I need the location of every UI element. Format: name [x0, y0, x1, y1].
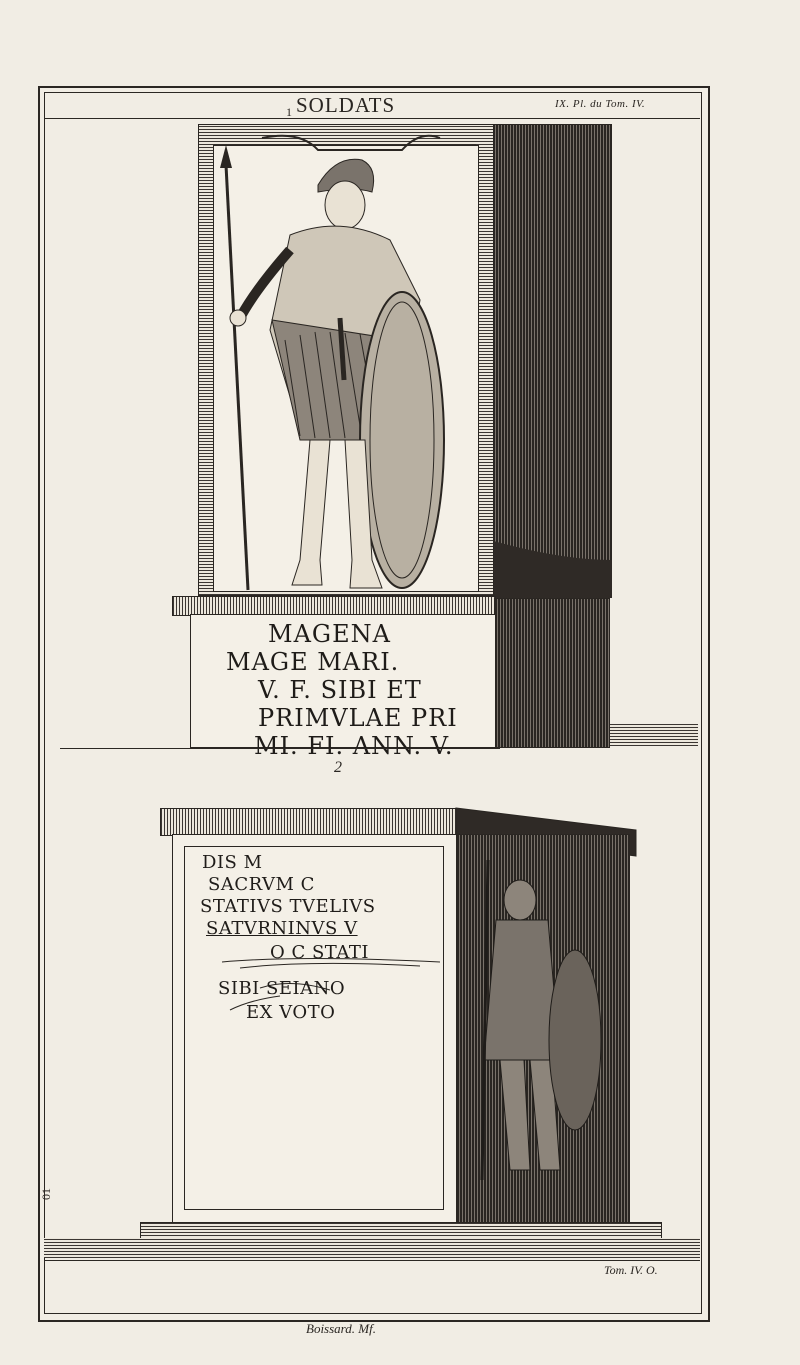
header-number: 1 [286, 105, 292, 119]
monument-2-number: 2 [334, 759, 342, 776]
ground-shadow-2 [44, 1238, 700, 1258]
inscription-2-line-3: STATIVS TVELIVS [200, 896, 376, 917]
footer-rule [44, 1260, 700, 1261]
side-number: 01 [39, 1188, 53, 1200]
header-title: SOLDATS [296, 93, 396, 117]
inscription-2-line-5: O C STATI [270, 942, 369, 963]
inscription-1-line-2: MAGE MARI. [226, 648, 400, 676]
inscription-2-line-6: SIBI SEIANO [218, 978, 346, 999]
inscription-2-line-1: DIS M [202, 852, 263, 873]
footer-engraver: Boissard. Mf. [306, 1321, 376, 1336]
inscription-2-line-4: SATVRNINVS V [206, 918, 358, 939]
inscription-1-line-5: MI. FI. ANN. V. [254, 732, 454, 760]
header-plate-ref: IX. Pl. du Tom. IV. [555, 98, 646, 110]
inscription-2-line-7: EX VOTO [246, 1002, 336, 1023]
footer-plate-ref: Tom. IV. O. [604, 1263, 658, 1277]
inscription-1-line-1: MAGENA [268, 620, 391, 648]
inscription-1-line-4: PRIMVLAE PRI [258, 704, 458, 732]
inscription-2-line-2: SACRVM C [208, 874, 315, 895]
inscription-1-line-3: V. F. SIBI ET [258, 676, 422, 704]
